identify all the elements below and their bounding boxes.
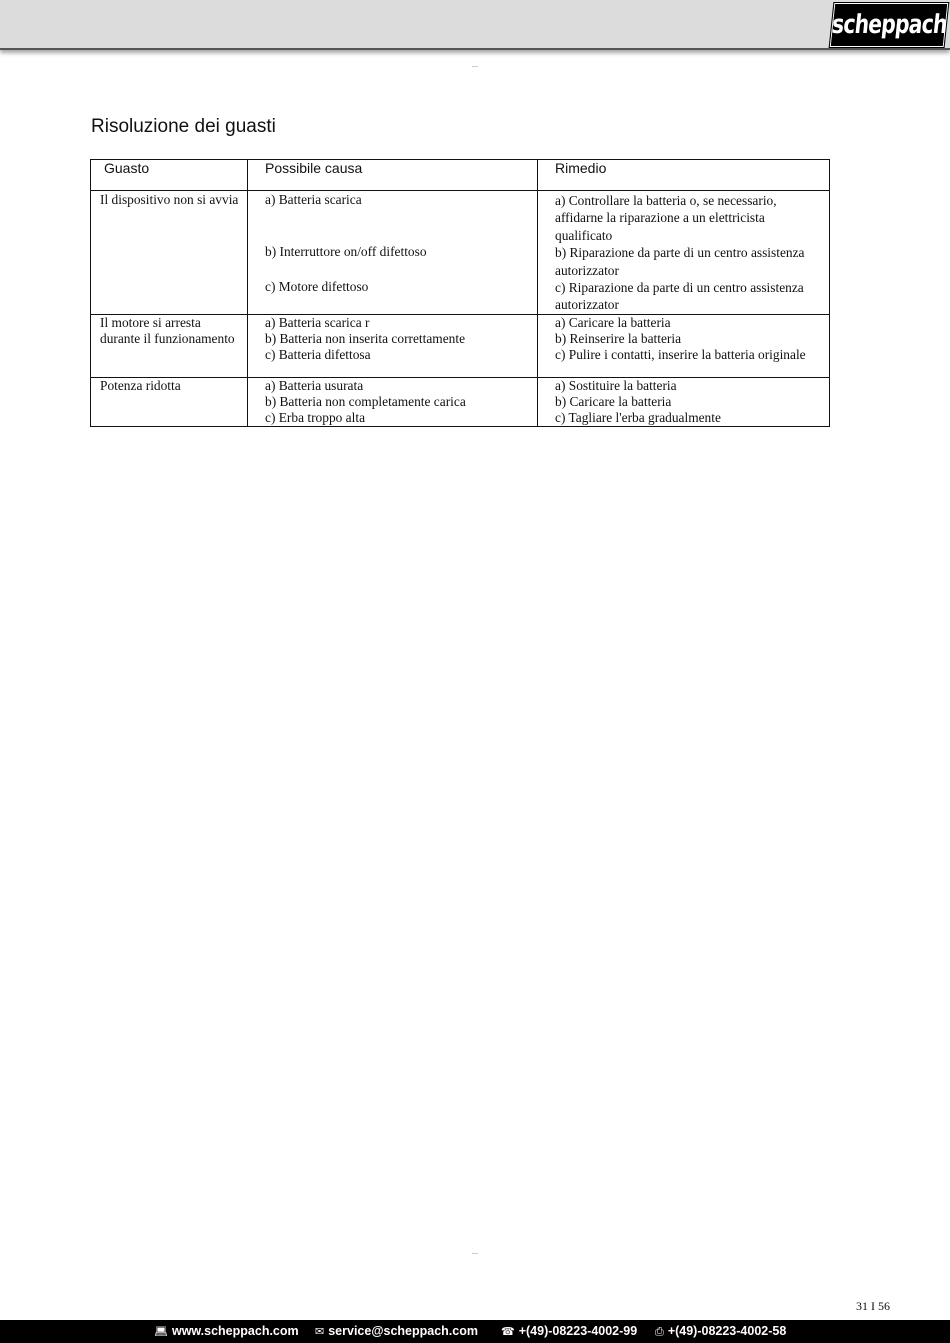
table-row xyxy=(91,377,830,426)
cause-item: a) Batteria scarica r xyxy=(265,314,370,330)
fault-text: Il motore si arresta durante il funzionamento xyxy=(100,314,235,346)
fault-text: Potenza ridotta xyxy=(100,377,181,393)
remedy-item: b) Caricare la batteria xyxy=(555,393,672,409)
header-rimedio: Rimedio xyxy=(538,160,830,191)
fax-text: +(49)-08223-4002-58 xyxy=(667,1324,787,1338)
remedy-cell xyxy=(538,314,830,377)
cause-cell xyxy=(248,314,538,377)
scheppach-logo: scheppach xyxy=(830,3,949,47)
remedy-item: b) Riparazione da parte di un centro assistenza autorizzator xyxy=(555,245,805,278)
remedy-item: c) Riparazione da parte di un centro assistenza autorizzator xyxy=(555,280,804,313)
footer-website[interactable] xyxy=(154,1324,299,1338)
cause-item: c) Erba troppo alta xyxy=(265,409,366,425)
footer-phone[interactable] xyxy=(501,1324,637,1338)
cause-item: c) Batteria difettosa xyxy=(265,346,371,362)
remedy-item: c) Tagliare l'erba gradualmente xyxy=(555,409,721,425)
table-header-row xyxy=(91,160,830,191)
website-text: www.scheppach.com xyxy=(171,1324,299,1338)
fault-cell xyxy=(91,314,248,377)
remedy-cell xyxy=(538,191,830,315)
remedy-item: a) Sostituire la batteria xyxy=(555,377,677,393)
header-possibile-causa: Possibile causa xyxy=(248,160,538,191)
phone-text: +(49)-08223-4002-99 xyxy=(518,1324,638,1338)
remedy-cell xyxy=(538,377,830,426)
crop-mark-top xyxy=(472,66,478,67)
table-row xyxy=(91,191,830,315)
footer-bar xyxy=(0,1320,950,1343)
header-band xyxy=(0,0,950,50)
remedy-item: a) Caricare la batteria xyxy=(555,314,671,330)
fax-icon: ⎙ xyxy=(655,1325,664,1338)
cause-item: a) Batteria usurata xyxy=(265,377,364,393)
page-title: Risoluzione dei guasti xyxy=(91,116,276,137)
email-text: service@scheppach.com xyxy=(328,1324,478,1338)
page-number: 31 I 56 xyxy=(856,1299,890,1313)
cause-cell xyxy=(248,191,538,315)
crop-mark-bottom xyxy=(472,1253,478,1254)
fault-text: Il dispositivo non si avvia xyxy=(100,192,239,207)
cause-item: b) Batteria non completamente carica xyxy=(265,393,466,409)
cause-item: c) Motore difettoso xyxy=(265,279,369,294)
remedy-item: a) Controllare la batteria o, se necessario, affidarne la riparazione a un elettricista qualificato xyxy=(555,193,777,243)
troubleshooting-table xyxy=(90,159,830,427)
cause-item: b) Batteria non inserita correttamente xyxy=(265,330,466,346)
footer-email[interactable] xyxy=(315,1324,478,1338)
cause-item: a) Batteria scarica xyxy=(265,192,362,207)
fault-cell xyxy=(91,191,248,315)
mail-icon: ✉ xyxy=(315,1325,325,1338)
cause-cell xyxy=(248,377,538,426)
cause-item: b) Interruttore on/off difettoso xyxy=(265,244,427,259)
footer-fax[interactable] xyxy=(655,1324,786,1339)
remedy-item: c) Pulire i contatti, inserire la batteria originale xyxy=(555,346,806,362)
header-guasto: Guasto xyxy=(91,160,248,191)
remedy-item: b) Reinserire la batteria xyxy=(555,330,682,346)
fault-cell xyxy=(91,377,248,426)
table-row xyxy=(91,314,830,377)
laptop-icon: 💻︎ xyxy=(154,1325,168,1338)
phone-icon: ☎ xyxy=(501,1325,515,1338)
